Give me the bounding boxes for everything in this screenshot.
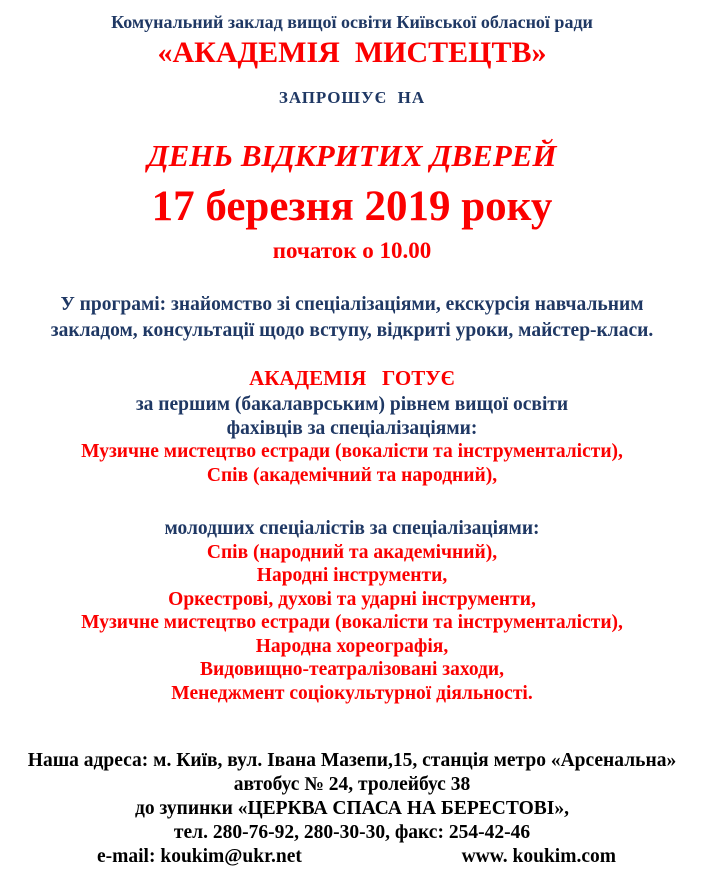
junior-specializations-label: молодших спеціалістів за спеціалізаціями: [164,518,540,539]
specialization-item: Спів (народний та академічний), [206,541,498,563]
address-line: Наша адреса: м. Київ, вул. Івана Мазепи,15, станція метро «Арсенальна» [27,750,677,771]
phones-line: тел. 280-76-92, 280-30-30, факс: 254-42-46 [173,822,531,843]
junior-specializations-list [0,541,704,706]
academy-title: «АКАДЕМІЯ МИСТЕЦТВ» [157,36,547,69]
organization-name: Комунальний заклад вищої освіти Київської обласної ради [111,12,593,32]
flyer-page [0,12,704,869]
specialization-item: Музичне мистецтво естради (вокалісти та інструменталісти), [81,441,623,462]
contact-block [0,749,704,869]
bachelor-specializations-list [0,440,704,487]
prepares-heading: АКАДЕМІЯ ГОТУЄ [249,366,455,390]
program-description: У програмі: знайомство зі спеціалізаціями, екскурсія навчальним закладом, консультації щодо вступу, відкриті уроки, майстер-класи. [50,294,654,341]
specialization-item: Спів (академічний та народний), [206,464,498,486]
specialization-item: Народна хореографія, [255,635,449,657]
email-website-row [0,845,704,869]
event-start-time: початок о 10.00 [272,238,432,263]
stop-line: до зупинки «ЦЕРКВА СПАСА НА БЕРЕСТОВІ», [134,798,570,819]
website-text: www. koukim.com [461,846,616,867]
specialization-item: Народні інструменти, [256,565,448,586]
invites-line: ЗАПРОШУЄ НА [278,88,426,107]
specialization-item: Видовищно-театралізовані заходи, [199,659,505,680]
event-date: 17 березня 2019 року [151,183,553,230]
specialization-item: Менеджмент соціокультурної діяльності. [171,682,533,704]
bachelor-level-line: за першим (бакалаврським) рівнем вищої освіти [135,394,569,415]
email-text: e-mail: koukim@ukr.net [97,846,302,867]
specialization-item: Музичне мистецтво естради (вокалісти та інструменталісти), [81,612,623,633]
event-title: ДЕНЬ ВІДКРИТИХ ДВЕРЕЙ [147,138,557,173]
specialization-item: Оркестрові, духові та ударні інструменти, [168,588,536,610]
transport-line: автобус № 24, тролейбус 38 [233,774,471,795]
bachelor-specializations-label: фахівців за спеціалізаціями: [226,417,478,439]
